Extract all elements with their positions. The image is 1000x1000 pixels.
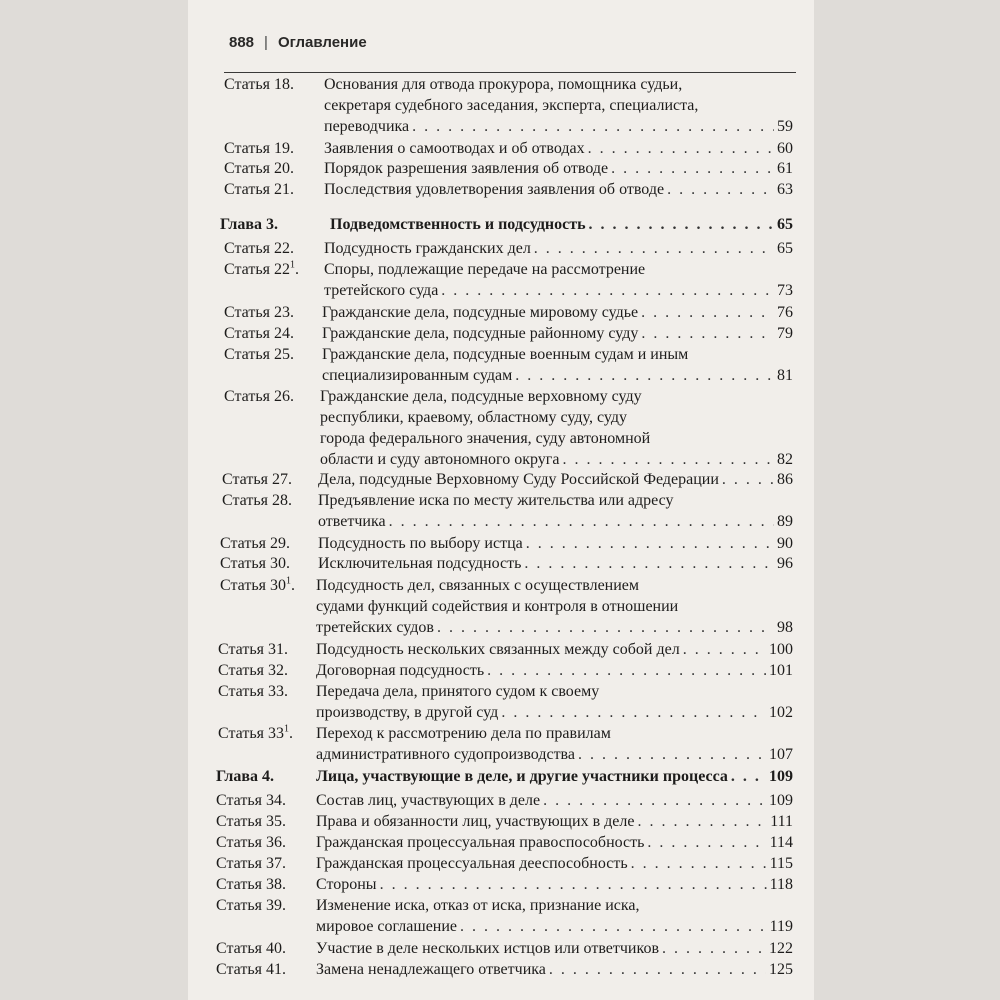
dot-leader	[722, 469, 774, 490]
entry-label	[224, 238, 294, 259]
entry-label	[224, 158, 294, 179]
entry-label	[216, 766, 274, 787]
entry-title-text: Подсудность по выбору истца	[318, 535, 523, 552]
entry-label-superscript: 1	[283, 723, 289, 735]
entry-page-number: 109	[769, 792, 793, 809]
entry-title-last-line	[324, 116, 793, 137]
entry-page-number: 101	[769, 662, 793, 679]
dot-leader	[562, 449, 774, 470]
entry-label-text: Статья 35.	[216, 813, 286, 830]
entry-title-text: Подведомственность и подсудность	[330, 216, 586, 233]
entry-label-text: Статья 39.	[216, 897, 286, 914]
entry-label-text: Статья 18.	[224, 76, 294, 93]
entry-title-text: Дела, подсудные Верховному Суду Российской Федерации	[318, 471, 719, 488]
entry-label	[224, 138, 294, 159]
entry-page-number: 119	[769, 918, 793, 935]
entry-label	[220, 214, 278, 235]
entry-title-text: ответчика	[318, 513, 386, 530]
entry-title	[316, 660, 793, 681]
entry-label	[218, 681, 288, 702]
entry-page-number: 115	[769, 855, 793, 872]
entry-title-last-line	[316, 811, 793, 832]
entry-title-text: третейского суда	[324, 282, 439, 299]
dot-leader	[441, 280, 774, 301]
entry-title-text: Замена ненадлежащего ответчика	[316, 961, 546, 978]
entry-label-text: Статья 25.	[224, 346, 294, 363]
entry-title-last-line	[322, 323, 793, 344]
entry-label-superscript: 1	[285, 575, 291, 587]
entry-title-text: Гражданские дела, подсудные мировому судье	[322, 304, 639, 321]
entry-label	[216, 938, 286, 959]
dot-leader	[437, 617, 774, 638]
entry-label-text: Статья 34.	[216, 792, 286, 809]
entry-title-text: Гражданские дела, подсудные районному суду	[322, 325, 639, 342]
dot-leader	[543, 790, 766, 811]
entry-title-text: Последствия удовлетворения заявления об отводе	[324, 181, 665, 198]
entry-title	[316, 790, 793, 811]
entry-title-last-line	[316, 853, 793, 874]
entry-title-last-line	[318, 511, 793, 532]
entry-title-last-line	[316, 617, 793, 638]
entry-label	[224, 179, 294, 200]
entry-title-line: Споры, подлежащие передаче на рассмотрение	[324, 261, 646, 278]
entry-label	[224, 323, 294, 344]
entry-title	[316, 575, 793, 638]
entry-title	[316, 895, 793, 937]
entry-label-text: Статья 40.	[216, 940, 286, 957]
dot-leader	[534, 238, 774, 259]
entry-label	[224, 344, 294, 365]
entry-page-number: 111	[770, 813, 793, 830]
entry-label-suffix: .	[290, 577, 295, 594]
entry-title-text: специализированным судам	[322, 367, 513, 384]
entry-title	[316, 639, 793, 660]
entry-title-text: переводчика	[324, 118, 410, 135]
entry-page-number: 60	[777, 140, 793, 157]
entry-page-number: 59	[777, 118, 793, 135]
entry-title-last-line	[316, 702, 793, 723]
entry-title-last-line	[316, 874, 793, 895]
dot-leader	[731, 766, 766, 787]
entry-label	[220, 553, 290, 574]
entry-title-last-line	[322, 365, 793, 386]
entry-title	[324, 238, 793, 259]
entry-title-text: области и суду автономного округа	[320, 451, 560, 468]
entry-title	[324, 179, 793, 200]
entry-page-number: 118	[769, 876, 793, 893]
entry-title	[324, 74, 793, 137]
entry-page-number: 107	[769, 746, 793, 763]
entry-label-superscript: 1	[289, 259, 295, 271]
entry-label-text: Статья 22.	[224, 240, 294, 257]
dot-leader	[526, 533, 774, 554]
entry-title-line: судами функций содействия и контроля в отношении	[316, 598, 679, 615]
dot-leader	[487, 660, 766, 681]
entry-title	[316, 959, 793, 980]
entry-page-number: 76	[777, 304, 793, 321]
entry-page-number: 89	[777, 513, 793, 530]
entry-title-last-line	[316, 832, 793, 853]
dot-leader	[589, 214, 774, 235]
entry-label	[216, 790, 286, 811]
entry-title-text: производству, в другой суд	[316, 704, 499, 721]
entry-page-number: 125	[769, 961, 793, 978]
entry-page-number: 81	[777, 367, 793, 384]
entry-title-text: Состав лиц, участвующих в деле	[316, 792, 541, 809]
entry-title-last-line	[320, 449, 793, 470]
entry-label-text: Статья 41.	[216, 961, 286, 978]
dot-leader	[662, 938, 766, 959]
dot-leader	[578, 744, 766, 765]
entry-title-last-line	[316, 639, 793, 660]
entry-label	[216, 959, 286, 980]
dot-leader	[631, 853, 767, 874]
entry-label-text: Статья 20.	[224, 160, 294, 177]
entry-title-last-line	[316, 959, 793, 980]
entry-title-last-line	[324, 238, 793, 259]
entry-title-line: Гражданские дела, подсудные военным судам и иным	[322, 346, 689, 363]
entry-label-text: Статья 33	[218, 725, 284, 742]
entry-title-last-line	[324, 158, 793, 179]
entry-title	[316, 723, 793, 765]
entry-label-text: Статья 26.	[224, 388, 294, 405]
entry-label-text: Статья 33.	[218, 683, 288, 700]
entry-label-suffix: .	[288, 725, 293, 742]
entry-title-text: Подсудность гражданских дел	[324, 240, 531, 257]
entry-label	[216, 874, 286, 895]
entry-title-last-line	[318, 533, 793, 554]
dot-leader	[389, 511, 774, 532]
entry-page-number: 61	[777, 160, 793, 177]
entry-title-last-line	[324, 138, 793, 159]
entry-title	[318, 533, 793, 554]
entry-label-text: Статья 32.	[218, 662, 288, 679]
dot-leader	[637, 811, 767, 832]
entry-title-line: Подсудность дел, связанных с осуществлением	[316, 577, 640, 594]
entry-title-text: Права и обязанности лиц, участвующих в деле	[316, 813, 635, 830]
dot-leader	[641, 323, 774, 344]
entry-title-line: Основания для отвода прокурора, помощника судьи,	[324, 76, 683, 93]
header-title: Оглавление	[277, 34, 367, 51]
entry-title	[318, 490, 793, 532]
entry-title	[322, 323, 793, 344]
entry-label	[216, 811, 286, 832]
entry-label	[222, 469, 292, 490]
entry-title-text: Заявления о самоотводах и об отводах	[324, 140, 585, 157]
entry-page-number: 102	[769, 704, 793, 721]
entry-label-text: Статья 22	[224, 261, 290, 278]
entry-title	[322, 344, 793, 386]
entry-title-text: Гражданская процессуальная правоспособность	[316, 834, 645, 851]
entry-label-text: Статья 27.	[222, 471, 292, 488]
entry-label	[224, 259, 299, 280]
entry-label-text: Статья 38.	[216, 876, 286, 893]
entry-page-number: 82	[777, 451, 793, 468]
entry-title	[316, 681, 793, 723]
entry-label-text: Статья 31.	[218, 641, 288, 658]
entry-label-text: Статья 23.	[224, 304, 294, 321]
dot-leader	[380, 874, 767, 895]
dot-leader	[683, 639, 766, 660]
entry-label	[224, 74, 294, 95]
entry-label-text: Статья 30	[220, 577, 286, 594]
entry-label	[224, 386, 294, 407]
dot-leader	[588, 138, 774, 159]
dot-leader	[515, 365, 774, 386]
entry-label	[224, 302, 294, 323]
entry-title	[316, 853, 793, 874]
entry-label-text: Статья 21.	[224, 181, 294, 198]
entry-title-line: республики, краевому, областному суду, суду	[320, 409, 627, 426]
entry-title-text: административного судопроизводства	[316, 746, 575, 763]
entry-title-text: Стороны	[316, 876, 377, 893]
entry-title-text: Договорная подсудность	[316, 662, 485, 679]
entry-title-last-line	[324, 179, 793, 200]
entry-label-text: Статья 24.	[224, 325, 294, 342]
entry-title-last-line	[316, 790, 793, 811]
entry-title-last-line	[316, 660, 793, 681]
entry-page-number: 65	[777, 216, 793, 233]
entry-title-last-line	[330, 214, 793, 235]
dot-leader	[460, 916, 767, 937]
entry-title-last-line	[318, 469, 793, 490]
dot-leader	[549, 959, 766, 980]
page-number: 888	[229, 34, 255, 51]
entry-title-text: Лица, участвующие в деле, и другие участники процесса	[316, 768, 728, 785]
entry-title-last-line	[316, 766, 793, 787]
entry-title	[324, 138, 793, 159]
dot-leader	[641, 302, 774, 323]
entry-page-number: 114	[769, 834, 793, 851]
entry-title	[318, 553, 793, 574]
entry-page-number: 98	[777, 619, 793, 636]
entry-page-number: 63	[777, 181, 793, 198]
entry-page-number: 65	[777, 240, 793, 257]
entry-title-text: мировое соглашение	[316, 918, 458, 935]
entry-label	[220, 575, 295, 596]
entry-page-number: 100	[769, 641, 793, 658]
entry-title-last-line	[318, 553, 793, 574]
entry-title-text: Участие в деле нескольких истцов или ответчиков	[316, 940, 659, 957]
entry-title-last-line	[316, 744, 793, 765]
entry-label-text: Статья 30.	[220, 555, 290, 572]
entry-title-text: Гражданская процессуальная дееспособность	[316, 855, 628, 872]
entry-label	[220, 533, 290, 554]
entry-title-text: Исключительная подсудность	[318, 555, 522, 572]
entry-title-line: Передача дела, принятого судом к своему	[316, 683, 600, 700]
entry-label	[222, 490, 292, 511]
entry-title-line: Изменение иска, отказ от иска, признание иска,	[316, 897, 640, 914]
dot-leader	[501, 702, 766, 723]
entry-title	[316, 832, 793, 853]
entry-label	[218, 639, 288, 660]
entry-title	[316, 874, 793, 895]
entry-title	[316, 766, 793, 787]
entry-label	[218, 723, 293, 744]
entry-title-last-line	[316, 916, 793, 937]
dot-leader	[611, 158, 774, 179]
entry-label-text: Глава 3.	[220, 216, 278, 233]
entry-title-line: Переход к рассмотрению дела по правилам	[316, 725, 611, 742]
entry-page-number: 73	[777, 282, 793, 299]
entry-page-number: 109	[769, 768, 793, 785]
dot-leader	[647, 832, 766, 853]
entry-label-text: Статья 36.	[216, 834, 286, 851]
entry-title-line: Предъявление иска по месту жительства или адресу	[318, 492, 674, 509]
entry-title-text: Подсудность нескольких связанных между собой дел	[316, 641, 680, 658]
entry-title	[318, 469, 793, 490]
entry-label-text: Статья 37.	[216, 855, 286, 872]
entry-page-number: 86	[777, 471, 793, 488]
entry-title	[320, 386, 793, 470]
entry-page-number: 122	[769, 940, 793, 957]
entry-title	[322, 302, 793, 323]
entry-label-text: Статья 29.	[220, 535, 290, 552]
entry-title-line: Гражданские дела, подсудные верховному суду	[320, 388, 642, 405]
entry-label	[218, 660, 288, 681]
entry-title	[330, 214, 793, 235]
entry-label-suffix: .	[294, 261, 299, 278]
entry-title-text: Порядок разрешения заявления об отводе	[324, 160, 609, 177]
dot-leader	[667, 179, 774, 200]
entry-label-text: Статья 28.	[222, 492, 292, 509]
entry-label-text: Глава 4.	[216, 768, 274, 785]
entry-title-line: секретаря судебного заседания, эксперта, специалиста,	[324, 97, 699, 114]
entry-label	[216, 832, 286, 853]
header-separator: |	[264, 34, 268, 51]
entry-title	[324, 158, 793, 179]
entry-title-last-line	[316, 938, 793, 959]
entry-label-text: Статья 19.	[224, 140, 294, 157]
entry-page-number: 90	[777, 535, 793, 552]
entry-title	[316, 811, 793, 832]
entry-page-number: 79	[777, 325, 793, 342]
entry-label	[216, 853, 286, 874]
entry-title	[324, 259, 793, 301]
entry-label	[216, 895, 286, 916]
entry-title-last-line	[322, 302, 793, 323]
dot-leader	[524, 553, 774, 574]
entry-title	[316, 938, 793, 959]
dot-leader	[412, 116, 774, 137]
entry-title-line: города федерального значения, суду автономной	[320, 430, 651, 447]
entry-page-number: 96	[777, 555, 793, 572]
entry-title-text: третейских судов	[316, 619, 434, 636]
entry-title-last-line	[324, 280, 793, 301]
